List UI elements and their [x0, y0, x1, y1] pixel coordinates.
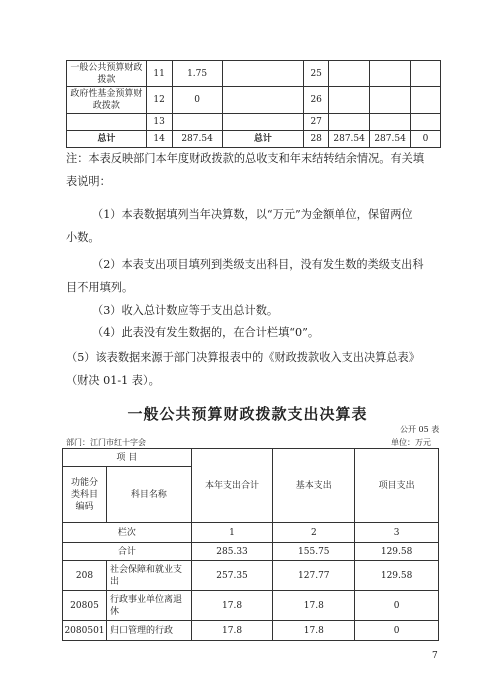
empty-cell: [370, 114, 411, 131]
note-line: 目不用填列。: [66, 281, 134, 294]
amount-cell: 287.54: [370, 131, 411, 148]
table-row: [67, 114, 441, 131]
basic-header: 基本支出: [273, 449, 355, 523]
note-line: （3）收入总计数应等于支出总计数。: [92, 304, 279, 317]
amount-cell: 0: [172, 87, 222, 114]
total-row: [67, 131, 441, 148]
row-label: [67, 114, 147, 131]
row-label: 政府性基金预算财政拨款: [67, 87, 147, 114]
empty-cell: [222, 114, 304, 131]
department-label: 部门：江门市红十字会: [66, 438, 146, 447]
row-label: 一般公共预算财政拨款: [67, 61, 147, 87]
empty-cell: [411, 87, 441, 114]
name-header: 科目名称: [106, 467, 191, 523]
amount-cell: 17.8: [191, 621, 273, 641]
empty-cell: [329, 87, 370, 114]
page-number: 7: [432, 651, 438, 661]
row-number: 14: [146, 131, 172, 148]
column-index: 1: [191, 523, 273, 543]
column-index: 2: [273, 523, 355, 543]
empty-cell: [370, 87, 411, 114]
amount-cell: 0: [411, 131, 441, 148]
empty-cell: [329, 114, 370, 131]
table-row: [63, 621, 439, 641]
amount-cell: 257.35: [191, 561, 273, 591]
code-header: 功能分类科目编码: [63, 467, 107, 523]
empty-cell: [370, 61, 411, 87]
amount-cell: 127.77: [273, 561, 355, 591]
amount-cell: 0: [355, 621, 439, 641]
expenditure-table: [62, 448, 439, 641]
empty-cell: [411, 114, 441, 131]
amount-cell: 287.54: [329, 131, 370, 148]
amount-cell: 285.33: [191, 543, 273, 561]
table-header-row: [63, 449, 439, 467]
code-cell: 2080501: [63, 621, 107, 641]
sum-row: [63, 543, 439, 561]
column-index: 3: [355, 523, 439, 543]
code-cell: 208: [63, 561, 107, 591]
amount-cell: 129.58: [355, 561, 439, 591]
amount-cell: 17.8: [273, 591, 355, 621]
empty-cell: [329, 61, 370, 87]
note-line: （2）本表支出项目填列到类级支出科目，没有发生数的类级支出科: [92, 258, 424, 271]
table-row: [63, 591, 439, 621]
note-line: 表说明：: [66, 175, 111, 188]
amount-cell: 287.54: [172, 131, 222, 148]
project-header: 项 目: [63, 449, 192, 467]
table-number: 公开 05 表: [400, 425, 440, 434]
amount-cell: 129.58: [355, 543, 439, 561]
row-number: 26: [304, 87, 329, 114]
note-line: 注：本表反映部门本年度财政拨款的总收支和年末结转结余情况。有关填: [66, 152, 425, 165]
row-number: 11: [146, 61, 172, 87]
amount-cell: 17.8: [191, 591, 273, 621]
row-number: 12: [146, 87, 172, 114]
name-cell: 行政事业单位离退休: [106, 591, 191, 621]
note-line: （5）该表数据来源于部门决算报表中的《财政拨款收入支出决算总表》: [66, 351, 420, 364]
sum-label: 合计: [63, 543, 192, 561]
amount-cell: [172, 114, 222, 131]
empty-cell: [222, 87, 304, 114]
total-label: 总计: [222, 131, 304, 148]
total-header: 本年支出合计: [191, 449, 273, 523]
note-line: （4）此表没有发生数据的，在合计栏填“0”。: [92, 326, 320, 339]
row-number: 28: [304, 131, 329, 148]
column-index-row: [63, 523, 439, 543]
row-number: 13: [146, 114, 172, 131]
page-title: 一般公共预算财政拨款支出决算表: [127, 405, 368, 423]
row-number: 27: [304, 114, 329, 131]
row-number: 25: [304, 61, 329, 87]
note-line: 小数。: [66, 231, 100, 244]
empty-cell: [222, 61, 304, 87]
name-cell: 归口管理的行政: [106, 621, 191, 641]
note-line: （财决 01-1 表）。: [66, 374, 160, 387]
table-row: [63, 561, 439, 591]
column-index-label: 栏次: [63, 523, 192, 543]
amount-cell: 17.8: [273, 621, 355, 641]
amount-cell: 155.75: [273, 543, 355, 561]
table-row: [67, 61, 441, 87]
project-expense-header: 项目支出: [355, 449, 439, 523]
note-line: （1）本表数据填列当年决算数，以“万元”为金额单位，保留两位: [92, 208, 413, 221]
amount-cell: 0: [355, 591, 439, 621]
name-cell: 社会保障和就业支出: [106, 561, 191, 591]
funding-summary-table: [66, 60, 441, 148]
unit-label: 单位：万元: [391, 438, 431, 447]
amount-cell: 1.75: [172, 61, 222, 87]
code-cell: 20805: [63, 591, 107, 621]
total-label: 总计: [67, 131, 147, 148]
empty-cell: [411, 61, 441, 87]
table-row: [67, 87, 441, 114]
